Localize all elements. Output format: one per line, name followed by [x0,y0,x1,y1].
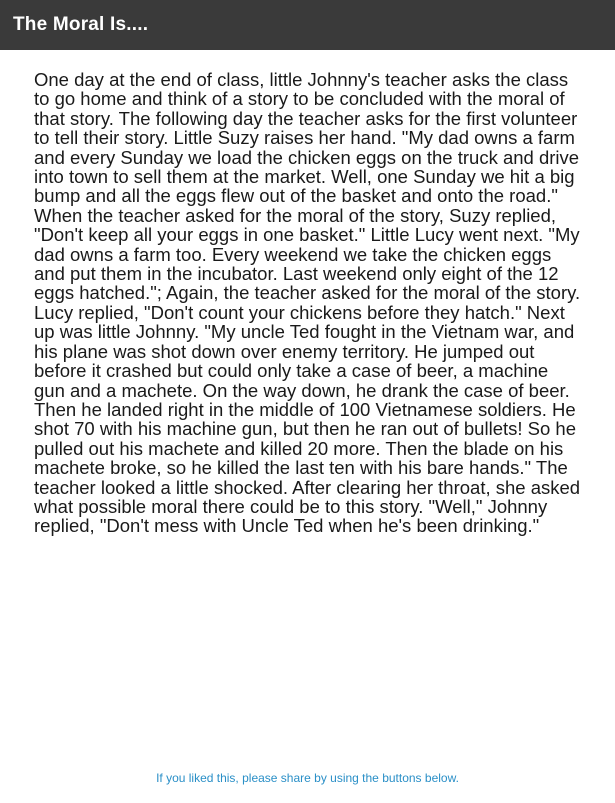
story-text: One day at the end of class, little Johnny's teacher asks the class to go home and think of a story to be concluded with the moral of that story. The following day the teacher asks for the first volunteer to tell their story. Little Suzy raises her hand. "My dad owns a farm and every Sunday we load the chicken eggs on the truck and drive into town to sell them at the market. Well, one Sunday we hit a big bump and all the eggs flew out of the basket and onto the road." When the teacher asked for the moral of the story, Suzy replied, "Don't keep all your eggs in one basket." Little Lucy went next. "My dad owns a farm too. Every weekend we take the chicken eggs and put them in the incubator. Last weekend only eight of the 12 eggs hatched."; Again, the teacher asked for the moral of the story. Lucy replied, "Don't count your chickens before they hatch." Next up was little Johnny. "My uncle Ted fought in the Vietnam war, and his plane was shot down over enemy territory. He jumped out before it crashed but could only take a case of beer, a machine gun and a machete. On the way down, he drank the case of beer. Then he landed right in the middle of 100 Vietnamese soldiers. He shot 70 with his machine gun, but then he ran out of bullets! So he pulled out his machete and killed 20 more. Then the blade on his machete broke, so he killed the last ten with his bare hands." The teacher looked a little shocked. After clearing her throat, she asked what possible moral there could be to this story. "Well," Johnny replied, "Don't mess with Uncle Ted when he's been drinking." [34,69,581,537]
share-note: If you liked this, please share by using the buttons below. [156,771,459,785]
title-bar [0,0,615,50]
page-title: The Moral Is.... [13,14,149,35]
